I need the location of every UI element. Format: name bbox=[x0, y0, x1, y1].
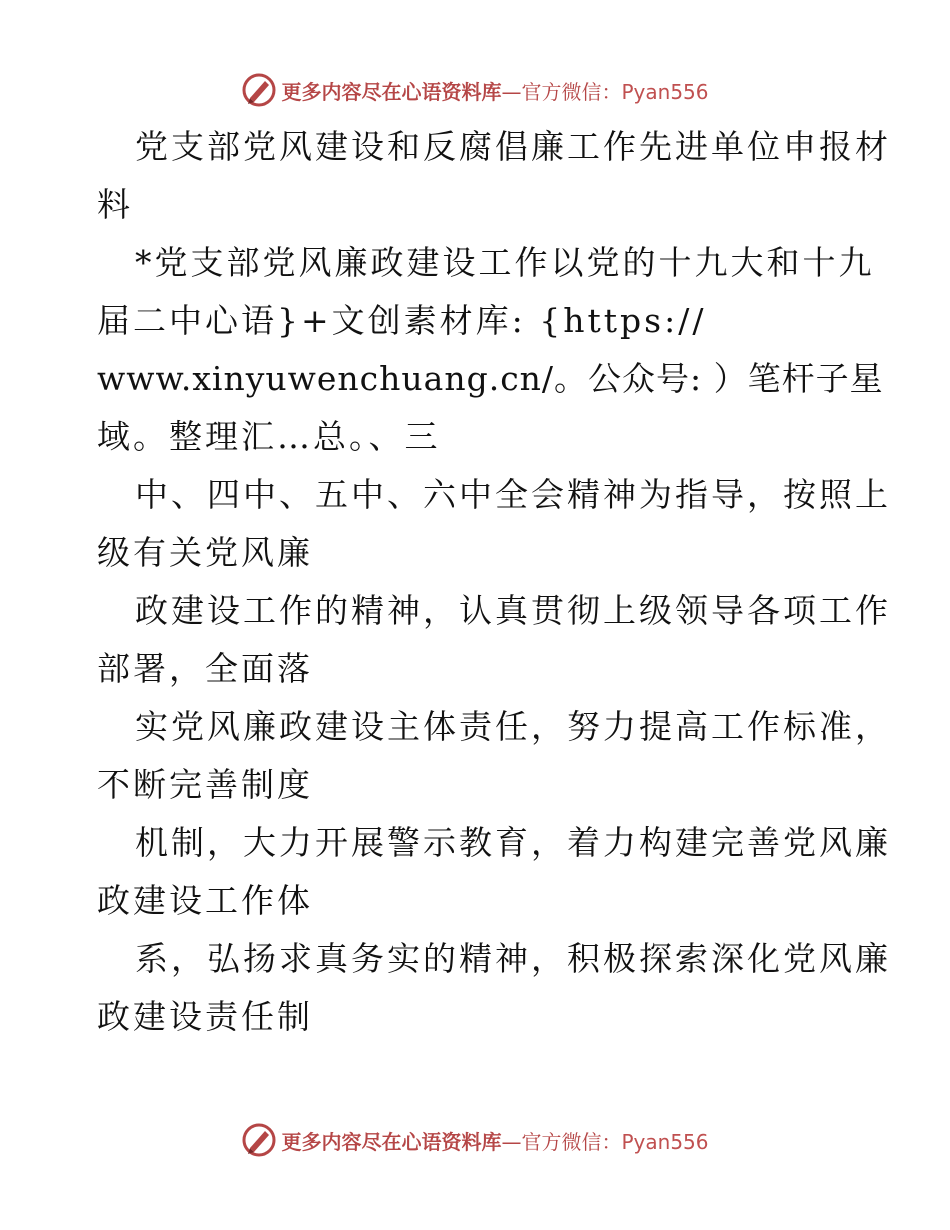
header-official-label: 官方微信： bbox=[521, 79, 622, 104]
text-line: www.xinyuwenchuang.cn/。公众号: ）笔杆子星 bbox=[97, 359, 884, 398]
text-line: 域。整理汇…总。、三 bbox=[97, 417, 441, 456]
footer-official-label: 官方微信： bbox=[521, 1129, 622, 1154]
text-line: 部署，全面落 bbox=[97, 649, 313, 688]
document-body bbox=[97, 118, 891, 1046]
text-line: 届二中心语}+文创素材库: {https:// bbox=[97, 301, 707, 340]
header-wechat-id: Pyan556 bbox=[621, 79, 709, 104]
text-line: 系，弘扬求真务实的精神，积极探索深化党风廉 bbox=[135, 939, 891, 978]
text-line: 政建设责任制 bbox=[97, 997, 313, 1036]
footer-brand-text: 更多内容尽在心语资料库 bbox=[281, 1129, 502, 1154]
text-line: 级有关党风廉 bbox=[97, 533, 313, 572]
text-line: 政建设工作体 bbox=[97, 881, 313, 920]
text-line: 中、四中、五中、六中全会精神为指导，按照上 bbox=[135, 475, 891, 514]
footer-banner bbox=[0, 1120, 950, 1160]
text-line: 党支部党风建设和反腐倡廉工作先进单位申报材 bbox=[135, 127, 891, 166]
paragraph-title bbox=[97, 118, 891, 176]
pen-seal-icon bbox=[241, 1122, 277, 1158]
footer-wechat-id: Pyan556 bbox=[621, 1129, 709, 1154]
text-line: 机制，大力开展警示教育，着力构建完善党风廉 bbox=[135, 823, 891, 862]
text-line: 实党风廉政建设主体责任，努力提高工作标准， bbox=[135, 707, 891, 746]
header-banner bbox=[0, 70, 950, 110]
text-line: 政建设工作的精神，认真贯彻上级领导各项工作 bbox=[135, 591, 891, 630]
header-dash: — bbox=[501, 79, 522, 104]
text-line: *党支部党风廉政建设工作以党的十九大和十九 bbox=[135, 243, 875, 282]
footer-dash: — bbox=[501, 1129, 522, 1154]
pen-seal-icon bbox=[241, 72, 277, 108]
text-line: 料 bbox=[97, 185, 133, 224]
text-line: 不断完善制度 bbox=[97, 765, 313, 804]
header-brand-text: 更多内容尽在心语资料库 bbox=[281, 79, 502, 104]
